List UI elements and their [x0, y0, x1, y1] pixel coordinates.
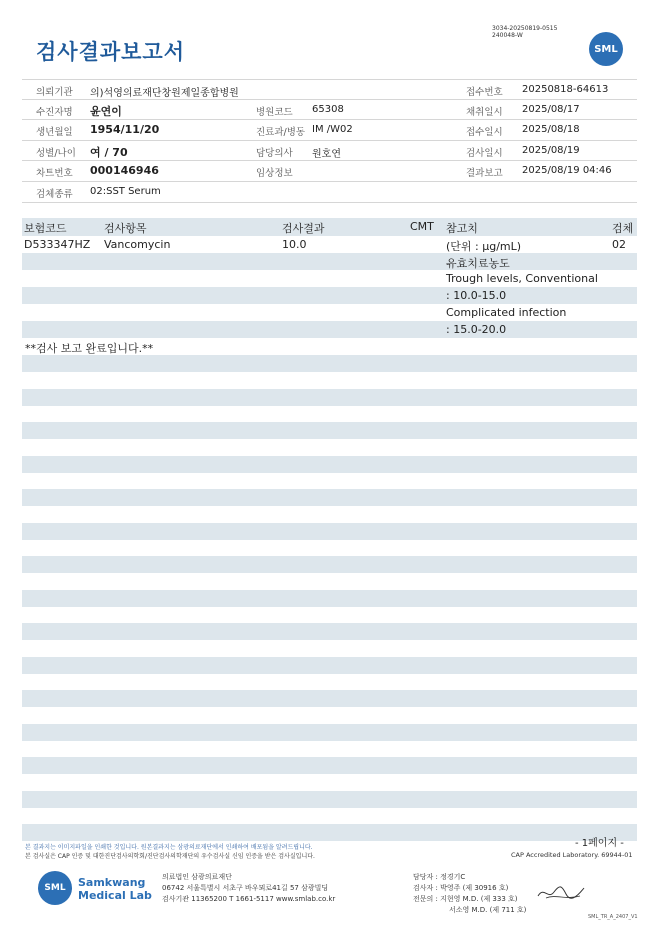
accreditation-notice: 본 검사실은 CAP 인증 및 대한진단검사의학회/진단검사의학재단의 우수검사실 신임 인증을 받은 검사실입니다.: [25, 853, 315, 860]
info-row: [22, 79, 637, 100]
empty-row: [22, 824, 637, 841]
header-result: 검사결과: [282, 222, 325, 235]
table-row: [22, 321, 637, 338]
info-row: [22, 141, 637, 162]
reference-line: Trough levels, Conventional: [446, 272, 598, 285]
lab-name: [78, 876, 152, 902]
report-value: 2025/08/19 04:46: [522, 165, 612, 177]
header-specimen: 검체: [612, 222, 634, 235]
table-row: [22, 304, 637, 321]
empty-row: [22, 623, 637, 640]
staff-line: 서소영 M.D. (제 711 호): [449, 906, 527, 914]
empty-row: [22, 757, 637, 774]
form-code: SML_TR_A_2407_V1: [588, 914, 638, 920]
staff-line: 담당자 : 정경기C: [413, 873, 466, 881]
results-table: [22, 218, 637, 338]
report-complete-note: **검사 보고 완료입니다.**: [25, 342, 154, 355]
empty-row: [22, 523, 637, 540]
collect-date-label: 채취일시: [466, 106, 503, 118]
table-row: [22, 270, 637, 287]
hospital-code-value: 65308: [312, 103, 344, 115]
page-number: - 1페이지 -: [575, 838, 624, 849]
result-code: D533347HZ: [24, 238, 91, 251]
table-row: [22, 236, 637, 253]
empty-row: [22, 355, 637, 372]
address-line: 06742 서울특별시 서초구 바우뫼로41길 57 삼광빌딩: [162, 884, 329, 892]
empty-row: [22, 690, 637, 707]
staff-line: 전문의 : 지현영 M.D. (제 333 호): [413, 895, 518, 903]
document-code: [492, 25, 557, 39]
lab-name-line2: Medical Lab: [78, 889, 152, 902]
dept-value: IM /W02: [312, 124, 353, 136]
birth-label: 생년월일: [36, 127, 73, 139]
header-cmt: CMT: [410, 220, 434, 233]
table-row: [22, 253, 637, 270]
signature-icon: [536, 882, 586, 904]
result-specimen: 02: [612, 238, 626, 251]
receipt-date-value: 2025/08/18: [522, 124, 580, 136]
reference-line: : 10.0-15.0: [446, 289, 507, 302]
info-row: [22, 100, 637, 121]
info-row: [22, 120, 637, 141]
doctor-label: 담당의사: [256, 147, 293, 159]
patient-info-table: [22, 79, 637, 203]
patient-value: 윤연이: [90, 104, 122, 118]
results-header: [22, 218, 637, 236]
address-line: 의료법인 삼광의료재단: [162, 873, 232, 881]
empty-row: [22, 389, 637, 406]
receipt-no-value: 20250818-64613: [522, 84, 609, 95]
address-line: 검사기관 11365200 T 1661-5117 www.smlab.co.kr: [162, 895, 336, 903]
staff-line: 검사자 : 박영주 (제 30916 호): [413, 884, 509, 892]
empty-row: [22, 422, 637, 439]
empty-row: [22, 456, 637, 473]
empty-row: [22, 657, 637, 674]
receipt-no-label: 접수번호: [466, 87, 503, 98]
result-value: 10.0: [282, 238, 307, 251]
reference-line: Complicated infection: [446, 306, 567, 319]
chart-label: 차트번호: [36, 168, 73, 180]
specimen-type-value: 02:SST Serum: [90, 185, 161, 197]
lab-name-line1: Samkwang: [78, 876, 146, 889]
sex-age-value: 여 / 70: [90, 145, 128, 159]
empty-row: [22, 590, 637, 607]
sml-logo: SML: [589, 32, 623, 66]
header-item: 검사항목: [104, 222, 147, 235]
collect-date-value: 2025/08/17: [522, 103, 580, 115]
footer-sml-logo: SML: [38, 871, 72, 905]
birth-value: 1954/11/20: [90, 123, 160, 137]
print-notice: 본 결과지는 이미지파일을 인쇄한 것입니다. 원본결과지는 삼광의료재단에서 인쇄하여 배포됨을 알려드립니다.: [25, 844, 313, 851]
document-code-line1: 3034-20250819-0515: [492, 25, 558, 32]
report-label: 결과보고: [466, 168, 503, 180]
patient-label: 수진자명: [36, 106, 73, 118]
page-title: 검사결과보고서: [36, 40, 186, 64]
lab-address: [162, 872, 335, 905]
clinical-label: 임상정보: [256, 168, 293, 180]
reference-line: : 15.0-20.0: [446, 323, 507, 336]
test-date-value: 2025/08/19: [522, 144, 580, 156]
chart-value: 000146946: [90, 164, 159, 178]
result-item: Vancomycin: [104, 238, 171, 251]
table-row: [22, 287, 637, 304]
header-code: 보험코드: [24, 222, 67, 235]
info-row: [22, 161, 637, 182]
empty-row: [22, 489, 637, 506]
receipt-date-label: 접수일시: [466, 127, 503, 139]
institution-label: 의뢰기관: [36, 87, 73, 98]
institution-value: 의)석영의료재단창원제일종합병원: [90, 88, 239, 99]
empty-row: [22, 724, 637, 741]
reference-line: 유효치료농도: [446, 257, 510, 270]
sex-age-label: 성별/나이: [36, 147, 76, 159]
doctor-value: 원호연: [312, 148, 341, 160]
specimen-type-label: 검체종류: [36, 188, 73, 200]
test-date-label: 검사일시: [466, 147, 503, 159]
empty-row-bands: [22, 355, 637, 858]
lab-staff: [413, 872, 526, 916]
document-code-line2: 240048-W: [492, 32, 523, 39]
hospital-code-label: 병원코드: [256, 106, 293, 118]
empty-row: [22, 791, 637, 808]
empty-row: [22, 556, 637, 573]
info-row: [22, 182, 637, 203]
header-reference: 참고치: [446, 222, 478, 235]
result-reference-unit: (단위 : μg/mL): [446, 240, 522, 253]
cap-accreditation: CAP Accredited Laboratory. 69944-01: [511, 851, 633, 859]
dept-label: 진료과/병동: [256, 127, 306, 139]
